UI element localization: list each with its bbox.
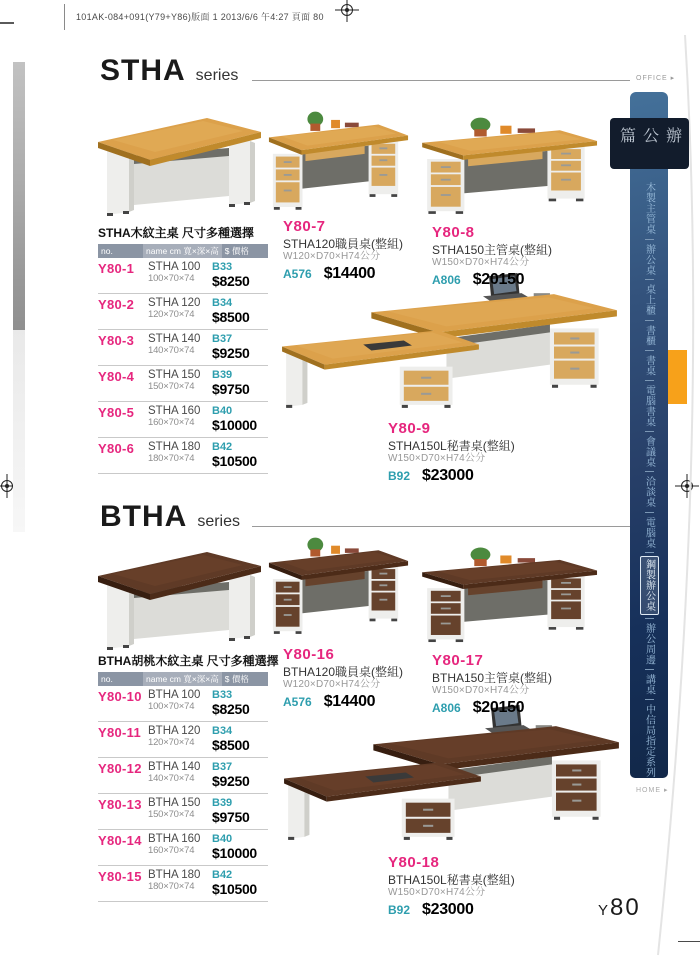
sidebar-item-2: 辦公桌 — [643, 243, 655, 275]
corner-mark — [678, 941, 700, 942]
sidebar-divider — [645, 279, 654, 280]
sidebar-item-1: 木製主管桌 — [643, 182, 655, 235]
product-label-y80-16: Y80-16 BTHA120職員桌(整組) W120×D70×H74公分 A576 $14400 — [283, 646, 404, 711]
registration-mark-right — [675, 474, 699, 498]
sidebar-item-3: 桌上櫃 — [643, 284, 655, 316]
left-edge-strip-light — [13, 330, 25, 532]
sidebar-item-8: 洽談桌 — [643, 476, 655, 508]
sidebar-divider — [645, 471, 654, 472]
sidebar-item-4: 書櫃 — [643, 324, 655, 346]
product-image-y80-16 — [264, 534, 412, 642]
table-row: Y80-10 BTHA 100 100×70×74 B33 $8250 — [98, 686, 268, 722]
left-edge-strip — [13, 62, 25, 330]
sidebar-divider — [645, 350, 654, 351]
table-row: Y80-4 STHA 150 150×70×74 B39 $9750 — [98, 366, 268, 402]
product-label-y80-9: Y80-9 STHA150L秘書桌(整組) W150×D70×H74公分 B92 $23000 — [388, 420, 515, 485]
sidebar-item-12: 講桌 — [643, 673, 655, 695]
product-image-btha-desk — [93, 538, 268, 653]
product-image-y80-17 — [416, 544, 602, 650]
product-label-y80-18: Y80-18 BTHA150L秘書桌(整組) W150×D70×H74公分 B92 $23000 — [388, 854, 515, 919]
sidebar-section-title: 辦公篇 — [610, 118, 689, 169]
sidebar-divider — [645, 552, 654, 553]
sidebar-divider — [645, 512, 654, 513]
sidebar-item-6: 電腦書桌 — [643, 384, 655, 427]
table-row: Y80-5 STHA 160 160×70×74 B40 $10000 — [98, 402, 268, 438]
sidebar-item-7: 會議桌 — [643, 435, 655, 467]
product-image-y80-8 — [416, 114, 602, 222]
sidebar-item-10: 鋼製辦公桌 — [640, 556, 659, 615]
sidebar-divider — [645, 380, 654, 381]
price-table-stha: STHA木紋主桌 尺寸多種選擇 no. name cm 寬×深×高 $ 價格 Y80-1 STHA 100 100×70×74 B33 $8250 Y80-2 STHA 120 120×70×74 B34 $8500 Y80-3 STHA 140 140×70×74 B37 $9250 Y80-4 STHA 150 150×70×74 B39 $9750 Y80-5 STHA 160 160×70×74 B40 $10000 Y80-6 STHA 180 180×70×74 B42 $10500 — [98, 224, 268, 474]
header-divider — [64, 4, 65, 30]
product-label-y80-8: Y80-8 STHA150主管桌(整組) W150×D70×H74公分 A806 $20150 — [432, 224, 553, 289]
product-image-y80-18 — [280, 698, 625, 854]
print-header: 101AK-084+091(Y79+Y86)版面 1 2013/6/6 午4:27 頁面 80 — [76, 12, 324, 22]
sidebar-item-list — [640, 181, 659, 778]
section-title-stha: STHA series — [100, 54, 239, 87]
product-label-y80-17: Y80-17 BTHA150主管桌(整組) W150×D70×H74公分 A806 $20150 — [432, 652, 553, 717]
table-row: Y80-6 STHA 180 180×70×74 B42 $10500 — [98, 438, 268, 474]
page-number: Y 80 — [598, 894, 641, 921]
table-header: no. name cm 寬×深×高 $ 價格 — [98, 672, 268, 686]
sidebar-item-13: 中信局指定系列 — [643, 703, 655, 777]
table-row: Y80-15 BTHA 180 180×70×74 B42 $10500 — [98, 866, 268, 902]
sidebar-divider — [645, 699, 654, 700]
sidebar-item-9: 電腦桌 — [643, 516, 655, 548]
price-table-btha: BTHA胡桃木紋主桌 尺寸多種選擇 no. name cm 寬×深×高 $ 價格 Y80-10 BTHA 100 100×70×74 B33 $8250 Y80-11 BTHA 120 120×70×74 B34 $8500 Y80-12 BTHA 140 140×70×74 B37 $9250 Y80-13 BTHA 150 150×70×74 B39 $9750 Y80-14 BTHA 160 160×70×74 B40 $10000 Y80-15 BTHA 180 180×70×74 B42 $10500 — [98, 652, 268, 902]
sidebar-divider — [645, 320, 654, 321]
table-row: Y80-12 BTHA 140 140×70×74 B37 $9250 — [98, 758, 268, 794]
sidebar-divider — [645, 669, 654, 670]
sidebar-divider — [645, 239, 654, 240]
product-image-y80-7 — [264, 108, 412, 218]
sidebar-home-label: HOME ▸ — [636, 787, 669, 794]
product-label-y80-7: Y80-7 STHA120職員桌(整組) W120×D70×H74公分 A576 $14400 — [283, 218, 404, 283]
category-sidebar — [617, 92, 681, 778]
title-rule — [252, 80, 630, 81]
sidebar-item-5: 書桌 — [643, 354, 655, 376]
section-title-btha: BTHA series — [100, 500, 241, 533]
table-row: Y80-13 BTHA 150 150×70×74 B39 $9750 — [98, 794, 268, 830]
crop-mark-dash — [0, 22, 14, 24]
sidebar-divider — [645, 618, 654, 619]
sidebar-divider — [645, 431, 654, 432]
table-row: Y80-2 STHA 120 120×70×74 B34 $8500 — [98, 294, 268, 330]
title-rule — [252, 526, 630, 527]
sidebar-office-label: OFFICE ▸ — [636, 75, 676, 82]
table-row: Y80-1 STHA 100 100×70×74 B33 $8250 — [98, 258, 268, 294]
table-header: no. name cm 寬×深×高 $ 價格 — [98, 244, 268, 258]
table-row: Y80-11 BTHA 120 120×70×74 B34 $8500 — [98, 722, 268, 758]
table-row: Y80-14 BTHA 160 160×70×74 B40 $10000 — [98, 830, 268, 866]
table-row: Y80-3 STHA 140 140×70×74 B37 $9250 — [98, 330, 268, 366]
sidebar-item-11: 辦公周邊 — [643, 622, 655, 665]
registration-mark-top — [335, 0, 359, 22]
product-image-stha-desk — [93, 104, 268, 219]
